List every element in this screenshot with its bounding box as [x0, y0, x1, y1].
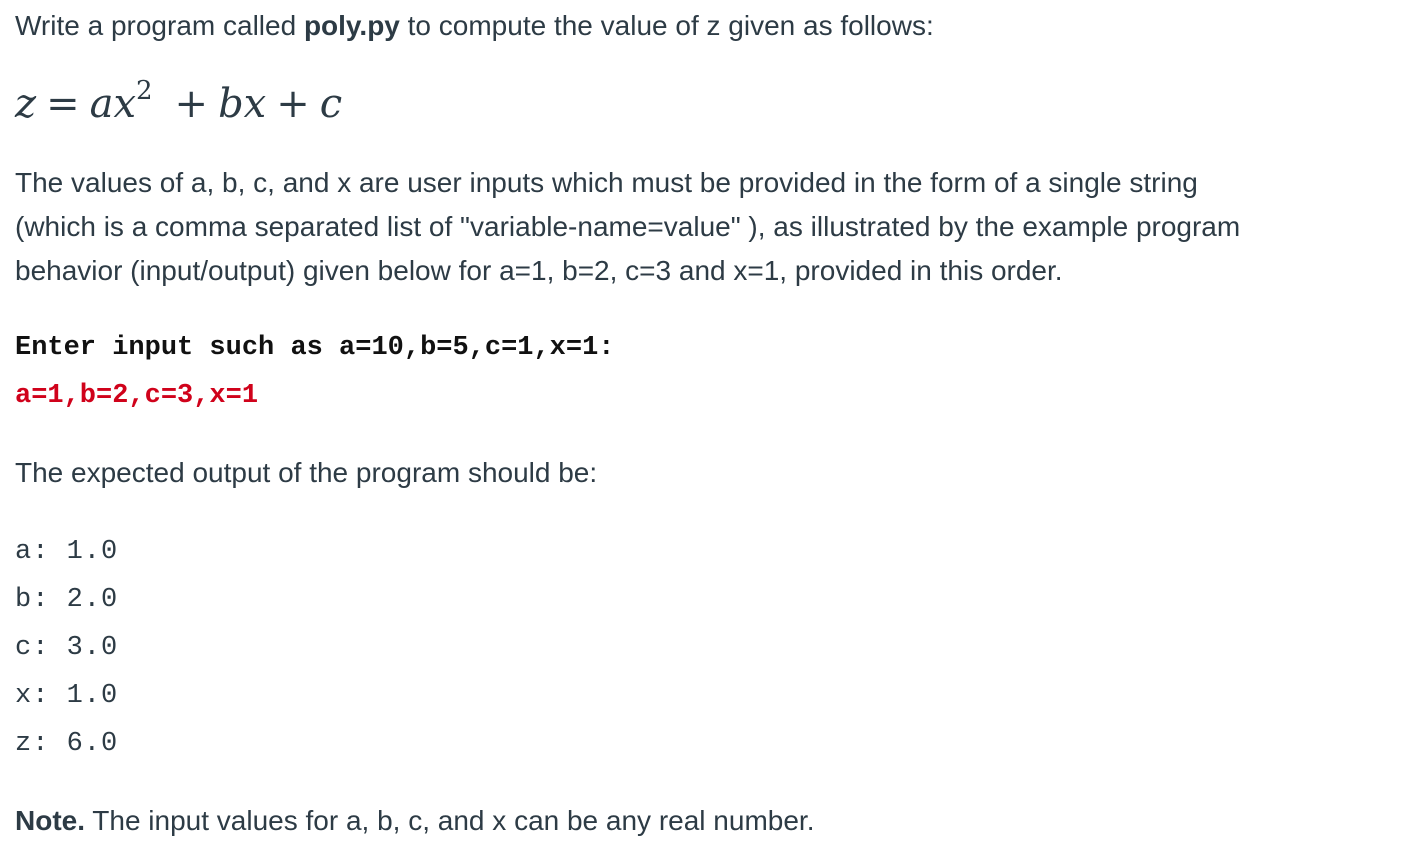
- note-label: Note.: [15, 805, 85, 836]
- intro-text-before: Write a program called: [15, 10, 304, 41]
- output-line-b: b: 2.0: [15, 585, 119, 615]
- formula-z: z: [15, 81, 37, 127]
- output-line-z: z: 6.0: [15, 729, 119, 759]
- output-line-x: x: 1.0: [15, 681, 119, 711]
- description-line: (which is a comma separated list of "variable-name=value" ), as illustrated by the example program: [15, 211, 1241, 242]
- description-line: The values of a, b, c, and x are user inputs which must be provided in the form of a single string: [15, 167, 1198, 198]
- expected-output-label: The expected output of the program should be:: [15, 457, 598, 488]
- formula-c: c: [319, 81, 343, 127]
- formula-plus-2: +: [276, 81, 310, 127]
- formula-equals: =: [46, 81, 80, 127]
- example-prompt: Enter input such as a=10,b=5,c=1,x=1:: [15, 333, 615, 363]
- intro-paragraph: [15, 4, 934, 48]
- formula-bx: bx: [218, 81, 267, 127]
- description-paragraph: [15, 161, 1240, 293]
- program-filename: poly.py: [303, 10, 400, 41]
- formula-exponent: 2: [136, 76, 153, 106]
- output-line-a: a: 1.0: [15, 537, 119, 567]
- formula-plus-1: +: [174, 81, 209, 127]
- formula-ax: ax: [89, 81, 136, 127]
- polynomial-formula: [15, 76, 342, 132]
- output-line-c: c: 3.0: [15, 633, 119, 663]
- intro-text-after: to compute the value of z given as follows:: [399, 10, 934, 41]
- note-text: The input values for a, b, c, and x can be any real number.: [85, 805, 815, 836]
- note-paragraph: [15, 799, 814, 843]
- description-line: behavior (input/output) given below for a=1, b=2, c=3 and x=1, provided in this order.: [15, 255, 1063, 286]
- example-user-input: a=1,b=2,c=3,x=1: [15, 381, 259, 411]
